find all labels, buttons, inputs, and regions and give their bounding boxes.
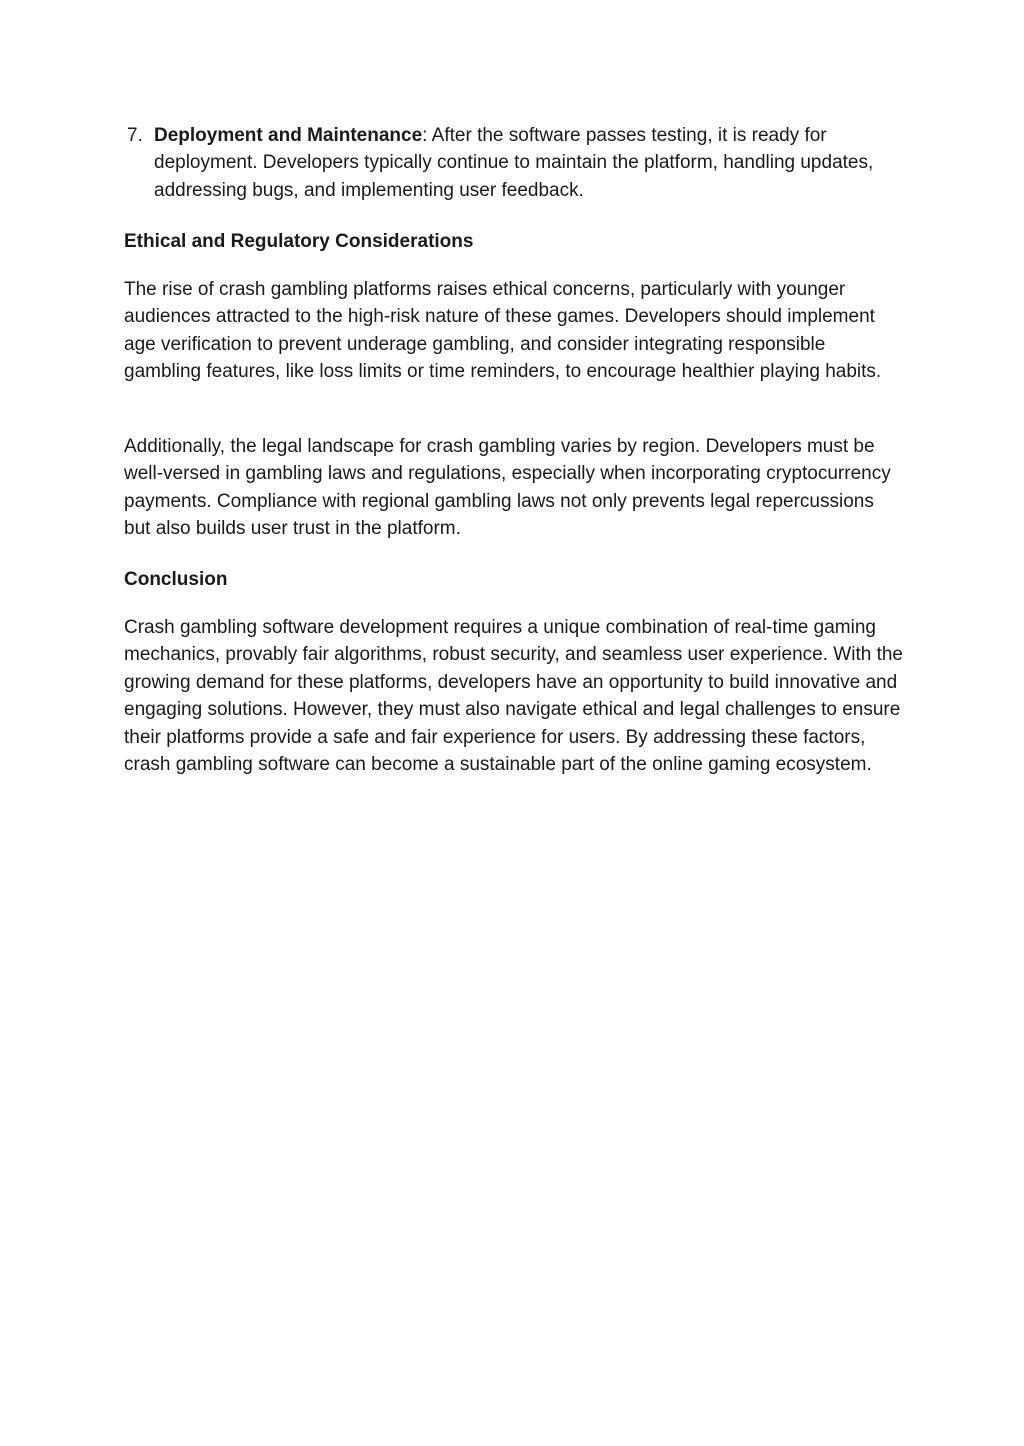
paragraph-ethics-2: Additionally, the legal landscape for crash gambling varies by region. Developers must be well-versed in gambling laws and regulations, especially when incorporating cryptocurrency payments. Compliance with regional gambling laws not only prevents legal repercussions but also builds user trust in the platform. [124, 436, 891, 540]
paragraph-ethics-1: The rise of crash gambling platforms raises ethical concerns, particularly with younger audiences attracted to the high-risk nature of these games. Developers should implement age verification to prevent underage gambling, and consider integrating responsible gambling features, like loss limits or time reminders, to encourage healthier playing habits. [124, 279, 882, 383]
list-item-title: Deployment and Maintenance [154, 125, 423, 146]
paragraph-conclusion: Crash gambling software development requires a unique combination of real-time gaming mechanics, provably fair algorithms, robust security, and seamless user experience. With the growing demand for these platforms, developers have an opportunity to build innovative and engaging solutions. However, they must also navigate ethical and legal challenges to ensure their platforms provide a safe and fair experience for users. By addressing these factors, crash gambling software can become a sustainable part of the online gaming ecosystem. [124, 617, 903, 776]
heading-ethical: Ethical and Regulatory Considerations [124, 231, 474, 252]
list-item-deployment [127, 122, 874, 204]
heading-conclusion: Conclusion [124, 569, 228, 590]
list-item-body: : After the software passes testing, it is ready for deployment. Developers typically continue to maintain the platform, handling updates, addressing bugs, and implementing user feedback. [154, 125, 874, 201]
list-item-text [154, 122, 874, 204]
list-number: 7. [127, 125, 143, 146]
